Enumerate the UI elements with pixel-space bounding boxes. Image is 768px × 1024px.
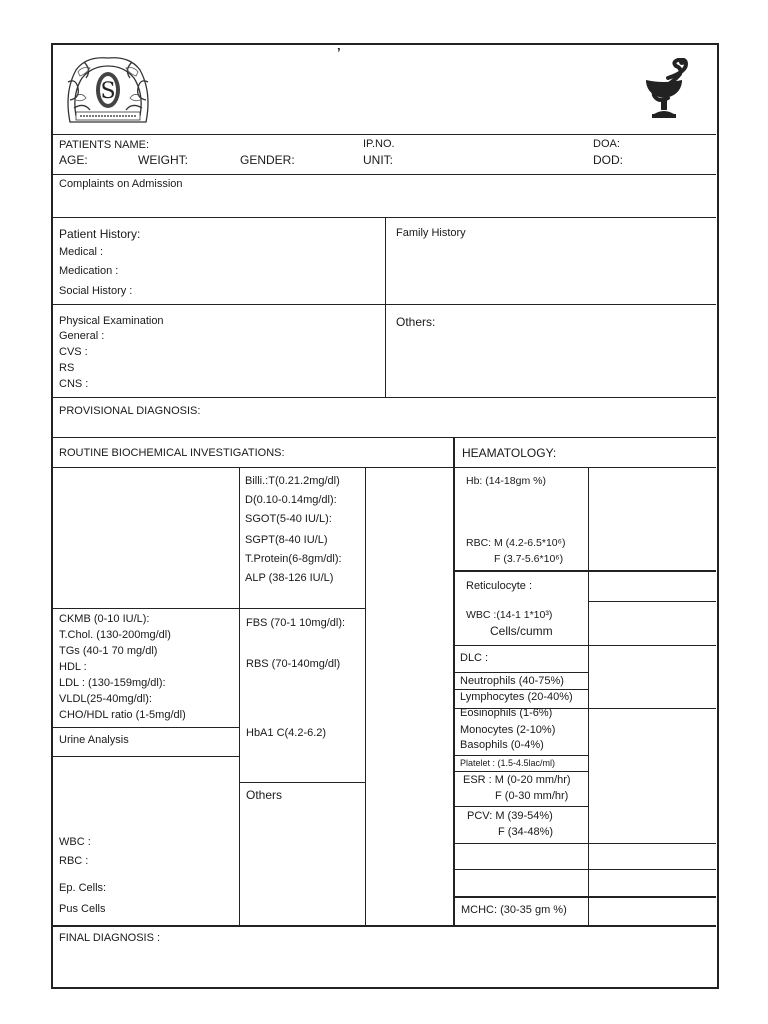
rbc-m-label: RBC: M (4.2-6.5*10⁶) [466,537,566,549]
urine-analysis-label: Urine Analysis [59,734,129,746]
basophils-label: Basophils (0-4%) [460,739,544,751]
age-label: AGE: [59,153,88,167]
lft-item: SGPT(8-40 IU/L) [245,534,328,546]
dlc-label: DLC : [460,652,489,664]
doa-label: DOA: [593,138,620,150]
gender-label: GENDER: [240,153,295,167]
rule-hema-retic [588,601,716,602]
ep-cells-label: Ep. Cells: [59,882,107,894]
divider-history [385,217,386,397]
divider-hema-value [588,467,589,925]
reticulocyte-label: Reticulocyte : [466,580,533,592]
cvs-label: CVS : [59,346,88,358]
rule-bio-urine-bottom [52,756,239,757]
platelet-label: Platelet : (1.5-4.5lac/ml) [460,758,556,768]
rule-hema-10 [454,869,716,870]
lymphocytes-label: Lymphocytes (20-40%) [460,691,573,703]
general-label: General : [59,330,105,342]
wbc-label: WBC :(14-1 1*10³) [466,609,553,621]
rule-hema-8 [454,806,588,807]
lipid-item: CKMB (0-10 IU/L): [59,613,150,625]
weight-label: WEIGHT: [138,153,188,167]
lft-item: ALP (38-126 IU/L) [245,572,334,584]
svg-text:S: S [100,79,116,104]
unit-label: UNIT: [363,153,393,167]
medication-label: Medication : [59,265,119,277]
rule-hema-4 [454,689,588,690]
family-history-label: Family History [396,227,466,239]
biochem-others-label: Others [246,788,283,802]
rule-section-titles [52,467,716,468]
rule-bio-others [239,782,365,783]
dod-label: DOD: [593,153,623,167]
complaints-label: Complaints on Admission [59,178,183,190]
provisional-diagnosis-label: PROVISIONAL DIAGNOSIS: [59,405,201,417]
lipid-item: T.Chol. (130-200mg/dl) [59,629,171,641]
lipid-item: TGs (40-1 70 mg/dl) [59,645,158,657]
physical-exam-label: Physical Examination [59,315,164,327]
pcv-f-label: F (34-48%) [498,826,554,838]
lft-item: T.Protein(6-8gm/dl): [245,553,342,565]
rule-hema-2 [454,645,716,646]
lipid-item: HDL : [59,661,87,673]
rule-complaints [52,217,716,218]
rule-header [52,134,716,135]
biochem-title: ROUTINE BIOCHEMICAL INVESTIGATIONS: [59,447,285,459]
social-history-label: Social History : [59,285,133,297]
rule-hema-9 [454,843,716,844]
lft-item: D(0.10-0.14mg/dl): [245,494,337,506]
bowl-of-hygieia-icon [642,58,694,122]
monocytes-label: Monocytes (2-10%) [460,724,556,736]
eosinophils-label: Eosinophils (1-6%) [460,707,553,719]
patient-name-label: PATIENTS NAME: [59,139,150,151]
rule-hema-1 [454,570,716,572]
patient-history-label: Patient History: [59,227,141,241]
exam-others-label: Others: [396,315,436,329]
rule-patient [52,174,716,175]
urine-wbc-label: WBC : [59,836,91,848]
medical-label: Medical : [59,246,104,258]
ip-no-label: IP.NO. [363,138,395,150]
lipid-item: VLDL(25-40mg/dl): [59,693,152,705]
hba1c-label: HbA1 C(4.2-6.2) [246,727,327,739]
mchc-label: MCHC: (30-35 gm %) [461,904,567,916]
divider-bio-1 [239,467,240,925]
fbs-label: FBS (70-1 10mg/dl): [246,617,346,629]
esr-m-label: ESR : M (0-20 mm/hr) [463,774,571,786]
lipid-item: CHO/HDL ratio (1-5mg/dl) [59,709,186,721]
header-mark: ’ [337,45,341,60]
rule-bio-lipid [52,608,365,609]
neutrophils-label: Neutrophils (40-75%) [460,675,564,687]
rbs-label: RBS (70-140mg/dl) [246,658,341,670]
rule-provisional [52,437,716,438]
rule-hema-6 [454,755,588,756]
rule-history [52,304,716,305]
rule-hema-11 [454,896,716,898]
rbc-f-label: F (3.7-5.6*10⁶) [494,553,564,565]
cells-cumm-label: Cells/cumm [490,624,553,638]
college-emblem [62,52,154,126]
esr-f-label: F (0-30 mm/hr) [495,790,569,802]
divider-hema [453,437,455,925]
cns-label: CNS : [59,378,89,390]
rs-label: RS [59,362,75,374]
rule-hema-7 [454,771,588,772]
lipid-item: LDL : (130-159mg/dl): [59,677,166,689]
divider-bio-2 [365,467,366,925]
lft-item: Billi.:T(0.21.2mg/dl) [245,475,340,487]
pus-cells-label: Pus Cells [59,903,106,915]
rule-hema-3 [454,672,588,673]
hema-title: HEAMATOLOGY: [462,446,557,460]
lft-item: SGOT(5-40 IU/L): [245,513,332,525]
final-diagnosis-label: FINAL DIAGNOSIS : [59,932,161,944]
rule-final [52,925,716,927]
rule-bio-urine-top [52,727,239,728]
hb-label: Hb: (14-18gm %) [466,475,546,487]
urine-rbc-label: RBC : [59,855,89,867]
rule-exam [52,397,716,398]
pcv-m-label: PCV: M (39-54%) [467,810,553,822]
